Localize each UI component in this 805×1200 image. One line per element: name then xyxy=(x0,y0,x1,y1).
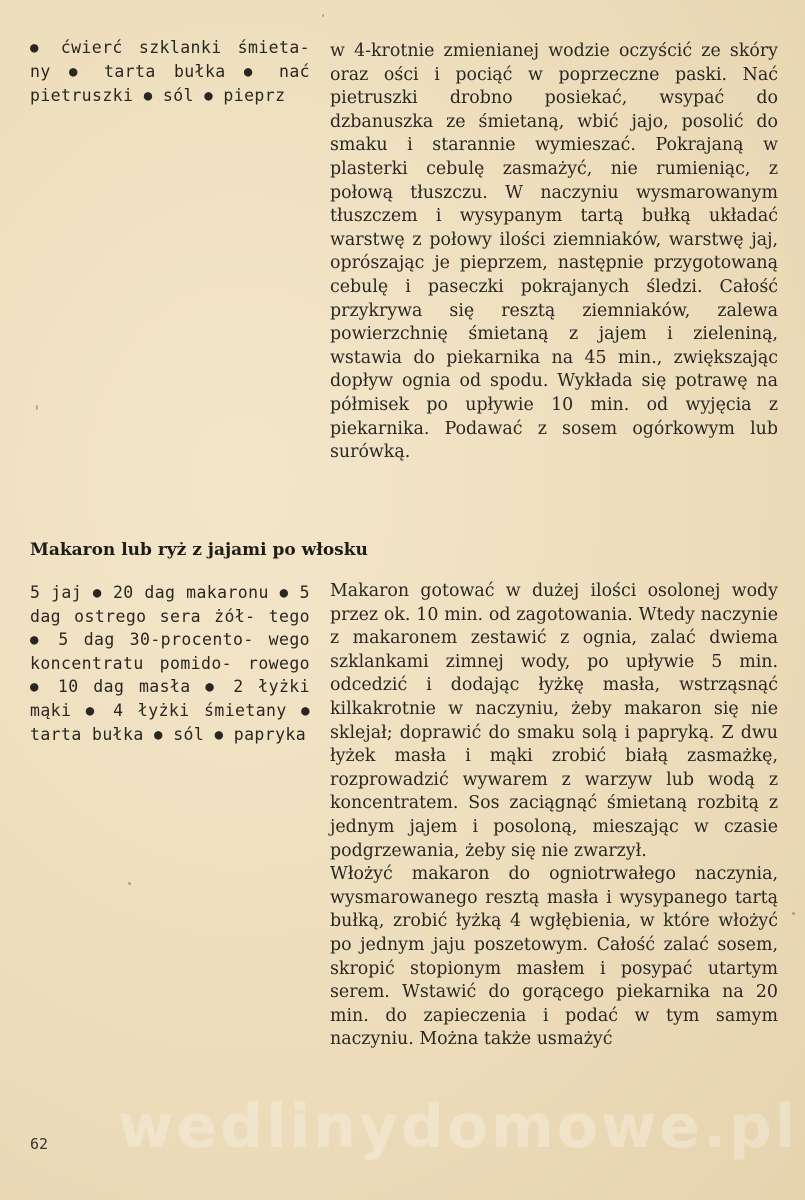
paper-speck xyxy=(322,14,324,17)
ingredient: tarta bułka xyxy=(30,725,144,744)
ingredient: śmietany xyxy=(204,701,287,720)
instructions-paragraph: w 4-krotnie zmienianej wodzie oczyścić ze skóry oraz ości i pociąć w poprzeczne paski. Nać pietruszki drobno posiekać, wsypać do dzbanuszka ze śmietaną, wbić jajo, posolić do smaku i starannie wymieszać. Pokrajaną w plasterki cebulę zasmażyć, nie rumieniąc, z połową tłuszczu. W naczyniu wysmarowanym tłuszczem i wysypanym tartą bułką układać warstwę z połowy ilości ziemniaków, warstwę jaj, oprószając je pieprzem, następnie przygotowaną cebulę i paseczki pokrajanych śledzi. Całość przykrywa się resztą ziemniaków, zalewa powierzchnię śmietaną z jajem i zieleniną, wstawia do piekarnika na 45 min., zwiększając dopływ ognia od spodu. Wykłada się potrawę na półmisek po upływie 10 min. od wyjęcia z piekarnika. Podawać z sosem ogórkowym lub surówką. xyxy=(330,41,778,463)
ingredient: tego xyxy=(268,607,310,626)
watermark: wedlinydomowe.pl xyxy=(118,1092,799,1162)
ingredient: nać xyxy=(278,62,310,81)
bullet-icon: ● xyxy=(30,679,44,695)
bullet-icon: ● xyxy=(204,88,214,104)
instructions-2 xyxy=(330,580,778,1052)
paper-speck xyxy=(792,912,795,915)
ingredient: 5 jaj xyxy=(30,583,83,602)
ingredients-list-1 xyxy=(30,36,310,108)
ingredient: 5 dag ostrego sera żół- xyxy=(30,583,310,626)
bullet-icon: ● xyxy=(205,679,219,695)
bullet-icon: ● xyxy=(243,64,261,80)
ingredient: rowego xyxy=(247,654,310,673)
recipe-title: Makaron lub ryż z jajami po włosku xyxy=(30,540,368,560)
bullet-icon: ● xyxy=(85,703,99,719)
ingredient: 20 dag makaronu xyxy=(112,583,269,602)
ingredient: ćwierć szklanki śmieta- xyxy=(60,38,310,57)
ingredients-list-2 xyxy=(30,581,310,747)
ingredient: sól xyxy=(173,725,205,744)
bullet-icon: ● xyxy=(92,585,103,601)
ingredient: pieprz xyxy=(223,86,286,105)
bullet-icon: ● xyxy=(30,632,44,648)
ingredient: 5 dag 30-procento- xyxy=(58,630,254,649)
bullet-icon: ● xyxy=(301,703,310,719)
bullet-icon: ● xyxy=(279,585,289,601)
ingredient: tarta bułka xyxy=(104,62,226,81)
bullet-icon: ● xyxy=(143,88,153,104)
ingredient: 10 dag masła xyxy=(57,677,191,696)
paper-speck xyxy=(128,882,131,885)
ingredient: ny xyxy=(30,62,51,81)
instructions-paragraph: Włożyć makaron do ogniotrwałego naczynia, wysmarowanego resztą masła i wysypanego tartą bułką, zrobić łyżką 4 wgłębienia, w które włożyć po jednym jaju poszetowym. Całość zalać sosem, skropić stopionym masłem i posypać utartym serem. Wstawić do gorącego piekarnika na 20 min. do zapieczenia i podać w tym samym naczyniu. Można także usmażyć xyxy=(330,864,778,1050)
bullet-icon: ● xyxy=(68,64,86,80)
ingredient: 4 łyżki xyxy=(113,701,190,720)
page-number: 62 xyxy=(30,1135,49,1153)
ingredient: 2 łyżki mąki xyxy=(30,677,310,720)
ingredient: sól xyxy=(162,86,194,105)
bullet-icon: ● xyxy=(30,40,45,56)
bullet-icon: ● xyxy=(154,727,163,743)
paper-speck xyxy=(36,405,38,410)
ingredient: papryka xyxy=(233,725,307,744)
instructions-paragraph: Makaron gotować w dużej ilości osolonej wody przez ok. 10 min. od zagotowania. Wtedy naczynie z makaronem zestawić z ognia, zalać dwiema szklankami zimnej wody, po upływie 5 min. odcedzić i dodając łyżkę masła, wstrząsnąć kilkakrotnie w naczyniu, żeby makaron się nie sklejał; doprawić do smaku solą i papryką. Z dwu łyżek masła i mąki zrobić białą zasmażkę, rozprowadzić wywarem z warzyw lub wodą z koncentratem. Sos zaciągnąć śmietaną rozbitą z jednym jajem i posoloną, mieszając w czasie podgrzewania, żeby się nie zwarzył. xyxy=(330,581,778,861)
instructions-1 xyxy=(330,40,778,465)
ingredient: wego koncentratu pomido- xyxy=(30,630,310,673)
bullet-icon: ● xyxy=(214,727,224,743)
ingredient: pietruszki xyxy=(30,86,134,105)
